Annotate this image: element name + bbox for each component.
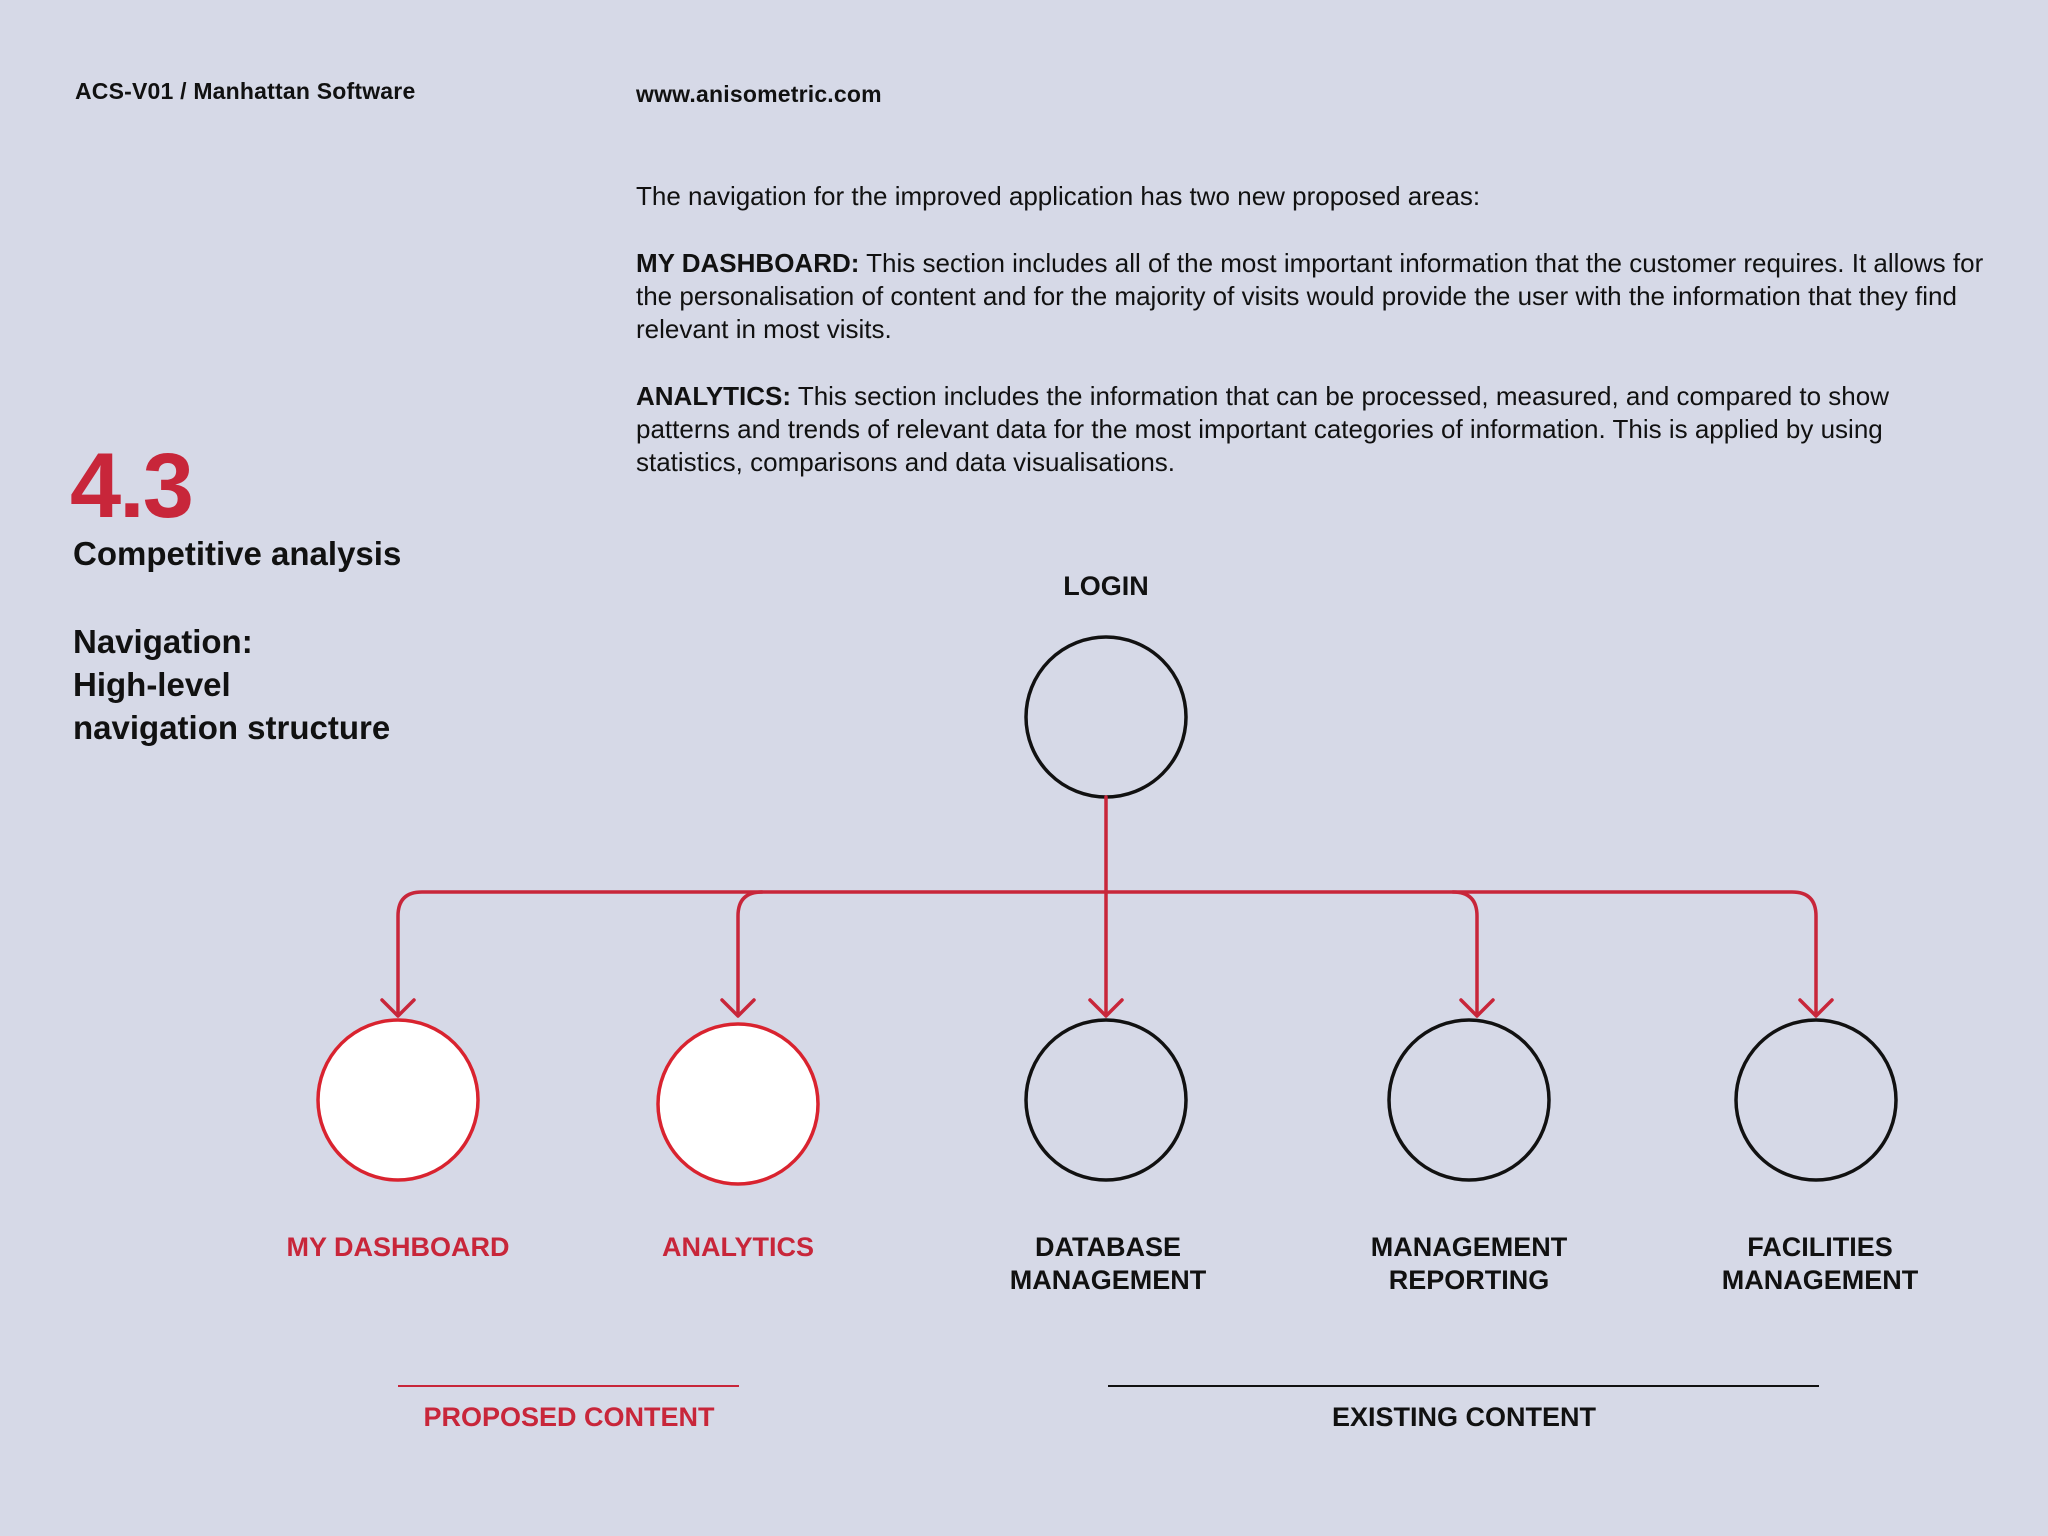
label-my-dashboard: MY DASHBOARD bbox=[286, 1232, 510, 1262]
section-number: 4.3 bbox=[70, 435, 192, 537]
section-title: Competitive analysis bbox=[73, 535, 402, 572]
dashboard-description: This section includes all of the most important information that the customer requires. It allows for the personalisation of content and for the majority of visits would provide the user with the information that they find relevant in most visits. bbox=[636, 248, 1984, 344]
document-id: ACS-V01 / Manhattan Software bbox=[75, 78, 416, 104]
label-management-reporting: MANAGEMENT REPORTING bbox=[1370, 1232, 1568, 1295]
proposed-content-label: PROPOSED CONTENT bbox=[423, 1402, 715, 1432]
node-analytics[interactable] bbox=[658, 1024, 818, 1184]
analytics-description: This section includes the information that can be processed, measured, and compared to show patterns and trends of relevant data for the most important categories of information. This is applied by using statistics, comparisons and data visualisations. bbox=[636, 381, 1889, 477]
analytics-term: ANALYTICS: bbox=[636, 381, 792, 411]
subtitle-line-1: Navigation: bbox=[73, 623, 253, 660]
label-database-management: DATABASE MANAGEMENT bbox=[1009, 1232, 1207, 1295]
label-analytics: ANALYTICS bbox=[661, 1232, 815, 1262]
node-database-management[interactable] bbox=[1026, 1020, 1186, 1180]
node-my-dashboard[interactable] bbox=[318, 1020, 478, 1180]
login-label: LOGIN bbox=[1063, 571, 1149, 601]
subtitle-line-2: High-level bbox=[73, 666, 231, 703]
existing-content-label: EXISTING CONTENT bbox=[1331, 1402, 1596, 1432]
intro-lead: The navigation for the improved application has two new proposed areas: bbox=[636, 181, 1481, 211]
login-node[interactable] bbox=[1026, 637, 1186, 797]
subtitle-line-3: navigation structure bbox=[73, 709, 391, 746]
dashboard-term: MY DASHBOARD: bbox=[636, 248, 860, 278]
node-facilities-management[interactable] bbox=[1736, 1020, 1896, 1180]
node-management-reporting[interactable] bbox=[1389, 1020, 1549, 1180]
connector-branch-reporting bbox=[1453, 892, 1477, 1015]
label-facilities-management: FACILITIES MANAGEMENT bbox=[1721, 1232, 1919, 1295]
website-url[interactable]: www.anisometric.com bbox=[636, 81, 882, 107]
connector-branch-analytics bbox=[738, 892, 762, 1015]
